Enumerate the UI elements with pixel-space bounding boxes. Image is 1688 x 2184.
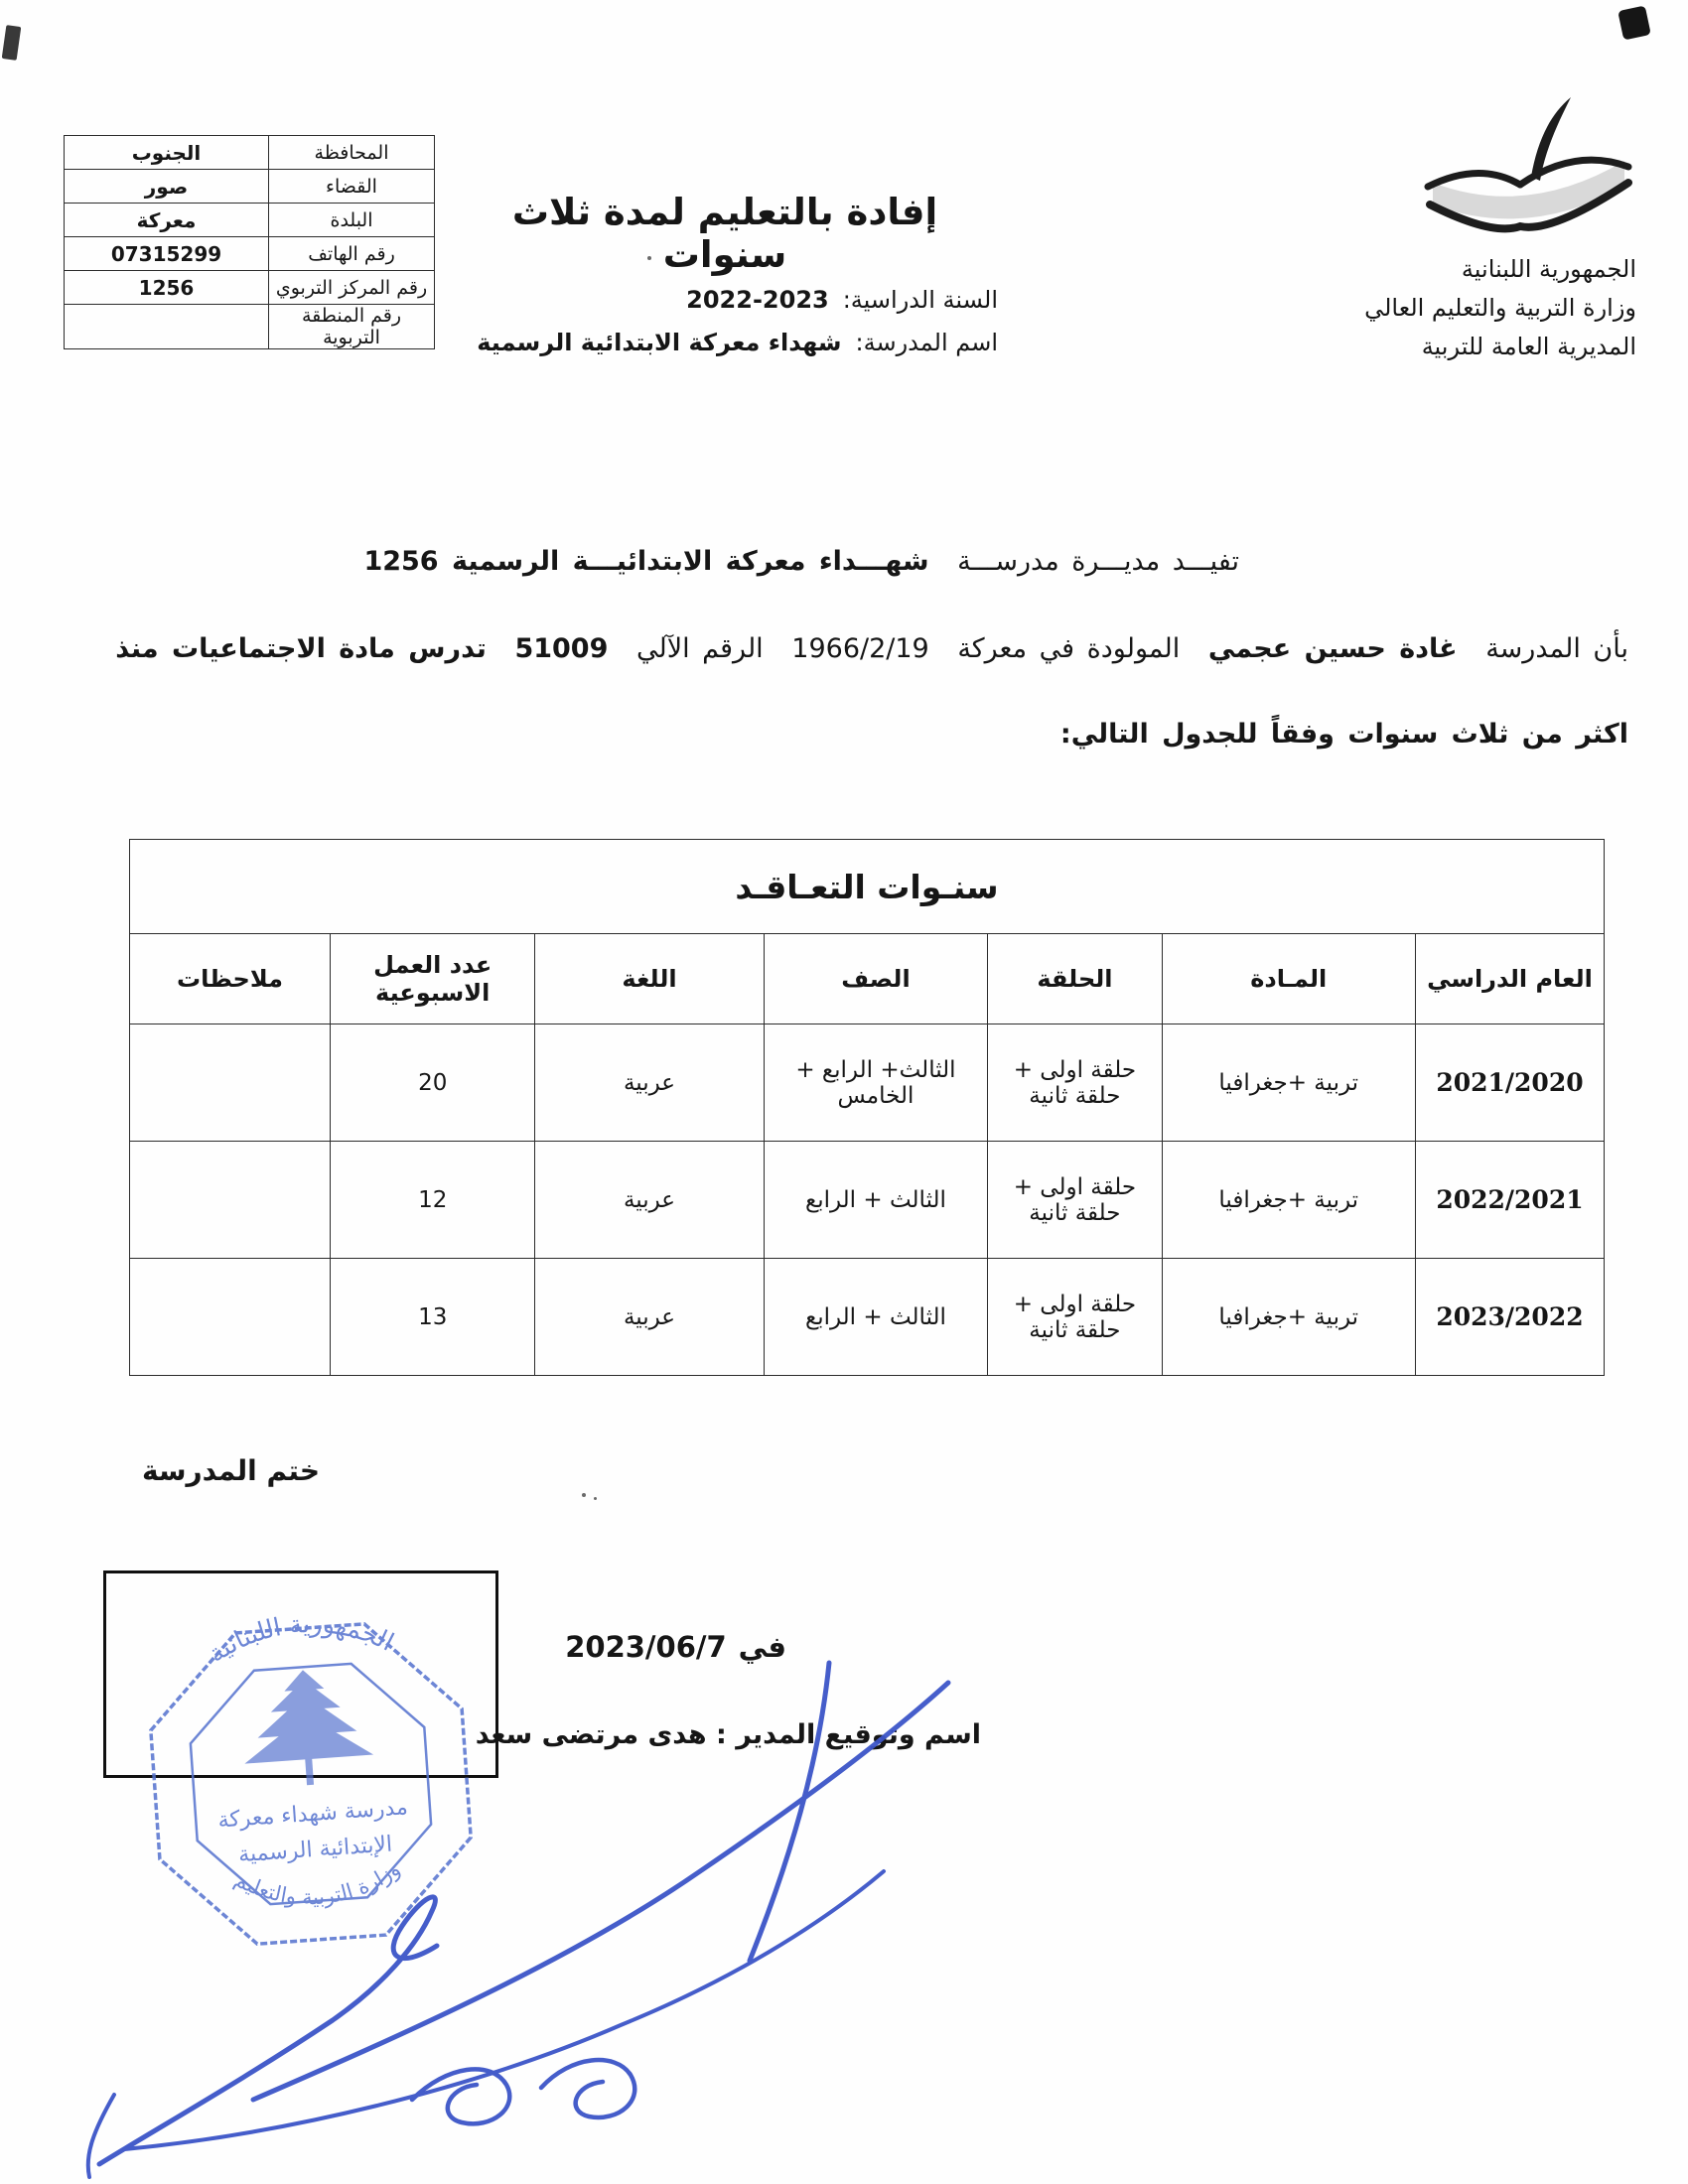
body-line2-text-2: المولودة في معركة [957, 633, 1181, 664]
region-label: رقم المركز التربوي [269, 271, 435, 305]
scan-speck [594, 1497, 597, 1500]
stamp-top-arc-textpath: الجمهورية اللبنانية [203, 1608, 399, 1669]
column-header: ملاحظات [130, 934, 331, 1024]
body-line2-bold-end: تدرس مادة الاجتماعيات منذ [115, 633, 487, 664]
school-year-label: السنة الدراسية: [842, 286, 998, 314]
school-name-line [477, 329, 998, 356]
teacher-name: غادة حسين عجمي [1207, 633, 1458, 664]
director-signature-line: اسم وتوقيع المدير : هدى مرتضى سعد [475, 1719, 981, 1750]
region-label: البلدة [269, 204, 435, 237]
stamp-school-name-line2: الإبتدائية الرسمية [237, 1832, 393, 1868]
table-row [130, 1142, 1605, 1259]
cell-cycle: حلقة اولى + حلقة ثانية [988, 1142, 1162, 1259]
cell-notes [130, 1142, 331, 1259]
region-label: رقم الهاتف [269, 237, 435, 271]
region-value: معركة [65, 204, 269, 237]
contract-table-title: سنـوات التعـاقـد [130, 840, 1605, 934]
cell-year: 2023/2022 [1415, 1259, 1604, 1376]
cell-subject: تربية +جغرافيا [1162, 1142, 1415, 1259]
book-shadow [1433, 161, 1624, 218]
body-line-3: اكثر من ثلاث سنوات وفقاً للجدول التالي: [1059, 719, 1628, 750]
open-book-pen-logo-icon [1408, 91, 1646, 255]
cell-weekly-hours: 12 [331, 1142, 535, 1259]
column-header: العام الدراسي [1415, 934, 1604, 1024]
contract-table-header-row [130, 934, 1605, 1024]
region-label: رقم المنطقة التربوية [269, 305, 435, 349]
cell-language: عربية [535, 1259, 764, 1376]
table-row [65, 305, 435, 349]
body-line-1 [363, 546, 1239, 577]
book-left-page [1428, 173, 1520, 187]
region-value: الجنوب [65, 136, 269, 170]
table-row [65, 271, 435, 305]
cell-cycle: حلقة اولى + حلقة ثانية [988, 1024, 1162, 1142]
cell-cycle: حلقة اولى + حلقة ثانية [988, 1259, 1162, 1376]
table-row [65, 136, 435, 170]
cell-notes [130, 1259, 331, 1376]
scan-speck [582, 1493, 586, 1497]
column-header: اللغة [535, 934, 764, 1024]
body-line1-text: تفيـــد مديـــرة مدرســـة [957, 546, 1239, 577]
body-line2-text-1: بأن المدرسة [1485, 633, 1628, 664]
table-row [130, 1024, 1605, 1142]
column-header: عدد العمل الاسبوعية [331, 934, 535, 1024]
cell-year: 2022/2021 [1415, 1142, 1604, 1259]
body-line2-text-3: الرقم الآلي [635, 633, 764, 664]
cell-grade: الثالث+ الرابع + الخامس [764, 1024, 988, 1142]
cell-year: 2021/2020 [1415, 1024, 1604, 1142]
school-name-label: اسم المدرسة: [855, 329, 998, 356]
cell-subject: تربية +جغرافيا [1162, 1259, 1415, 1376]
table-row [65, 170, 435, 204]
date-prefix: في [738, 1630, 786, 1664]
region-value: صور [65, 170, 269, 204]
table-row [130, 1259, 1605, 1376]
body-line1-school: شهـــداء معركة الابتدائيـــة الرسمية 1256 [363, 546, 929, 577]
region-value: 07315299 [65, 237, 269, 271]
region-label: المحافظة [269, 136, 435, 170]
school-stamp-label: ختم المدرسة [142, 1454, 321, 1487]
cell-language: عربية [535, 1142, 764, 1259]
school-year-value: 2023-2022 [686, 286, 829, 314]
contract-table-title-row [130, 840, 1605, 934]
scan-artifact [2, 25, 22, 61]
region-value: 1256 [65, 271, 269, 305]
cell-grade: الثالث + الرابع [764, 1259, 988, 1376]
region-info-table [64, 135, 435, 349]
school-name-value: شهداء معركة الابتدائية الرسمية [477, 329, 842, 356]
school-year-line [686, 286, 998, 314]
column-header: المـادة [1162, 934, 1415, 1024]
cell-weekly-hours: 20 [331, 1024, 535, 1142]
director-handwritten-signature [55, 1544, 1008, 2184]
page-title: إفادة بالتعليم لمدة ثلاث سنوات [511, 191, 938, 276]
body-line-2 [115, 633, 1628, 664]
ministry-line: وزارة التربية والتعليم العالي [1364, 294, 1636, 322]
directorate-line: المديرية العامة للتربية [1421, 333, 1636, 360]
stamp-bottom-arc-textpath: وزارة التربية والتعليم [230, 1856, 405, 1910]
republic-line: الجمهورية اللبنانية [1461, 255, 1636, 283]
date-value: 2023/06/7 [565, 1630, 727, 1664]
region-label: القضاء [269, 170, 435, 204]
cell-notes [130, 1024, 331, 1142]
stamp-school-name-line1: مدرسة شهداء معركة [216, 1795, 409, 1834]
column-header: الصف [764, 934, 988, 1024]
birth-date: 1966/2/19 [791, 633, 929, 664]
column-header: الحلقة [988, 934, 1162, 1024]
ministry-block [1279, 250, 1636, 366]
table-row [65, 204, 435, 237]
contract-table [129, 839, 1605, 1376]
cell-language: عربية [535, 1024, 764, 1142]
cell-subject: تربية +جغرافيا [1162, 1024, 1415, 1142]
cell-weekly-hours: 13 [331, 1259, 535, 1376]
auto-number: 51009 [514, 633, 609, 664]
cell-grade: الثالث + الرابع [764, 1142, 988, 1259]
scan-artifact [1618, 5, 1651, 40]
region-value [65, 305, 269, 349]
table-row [65, 237, 435, 271]
